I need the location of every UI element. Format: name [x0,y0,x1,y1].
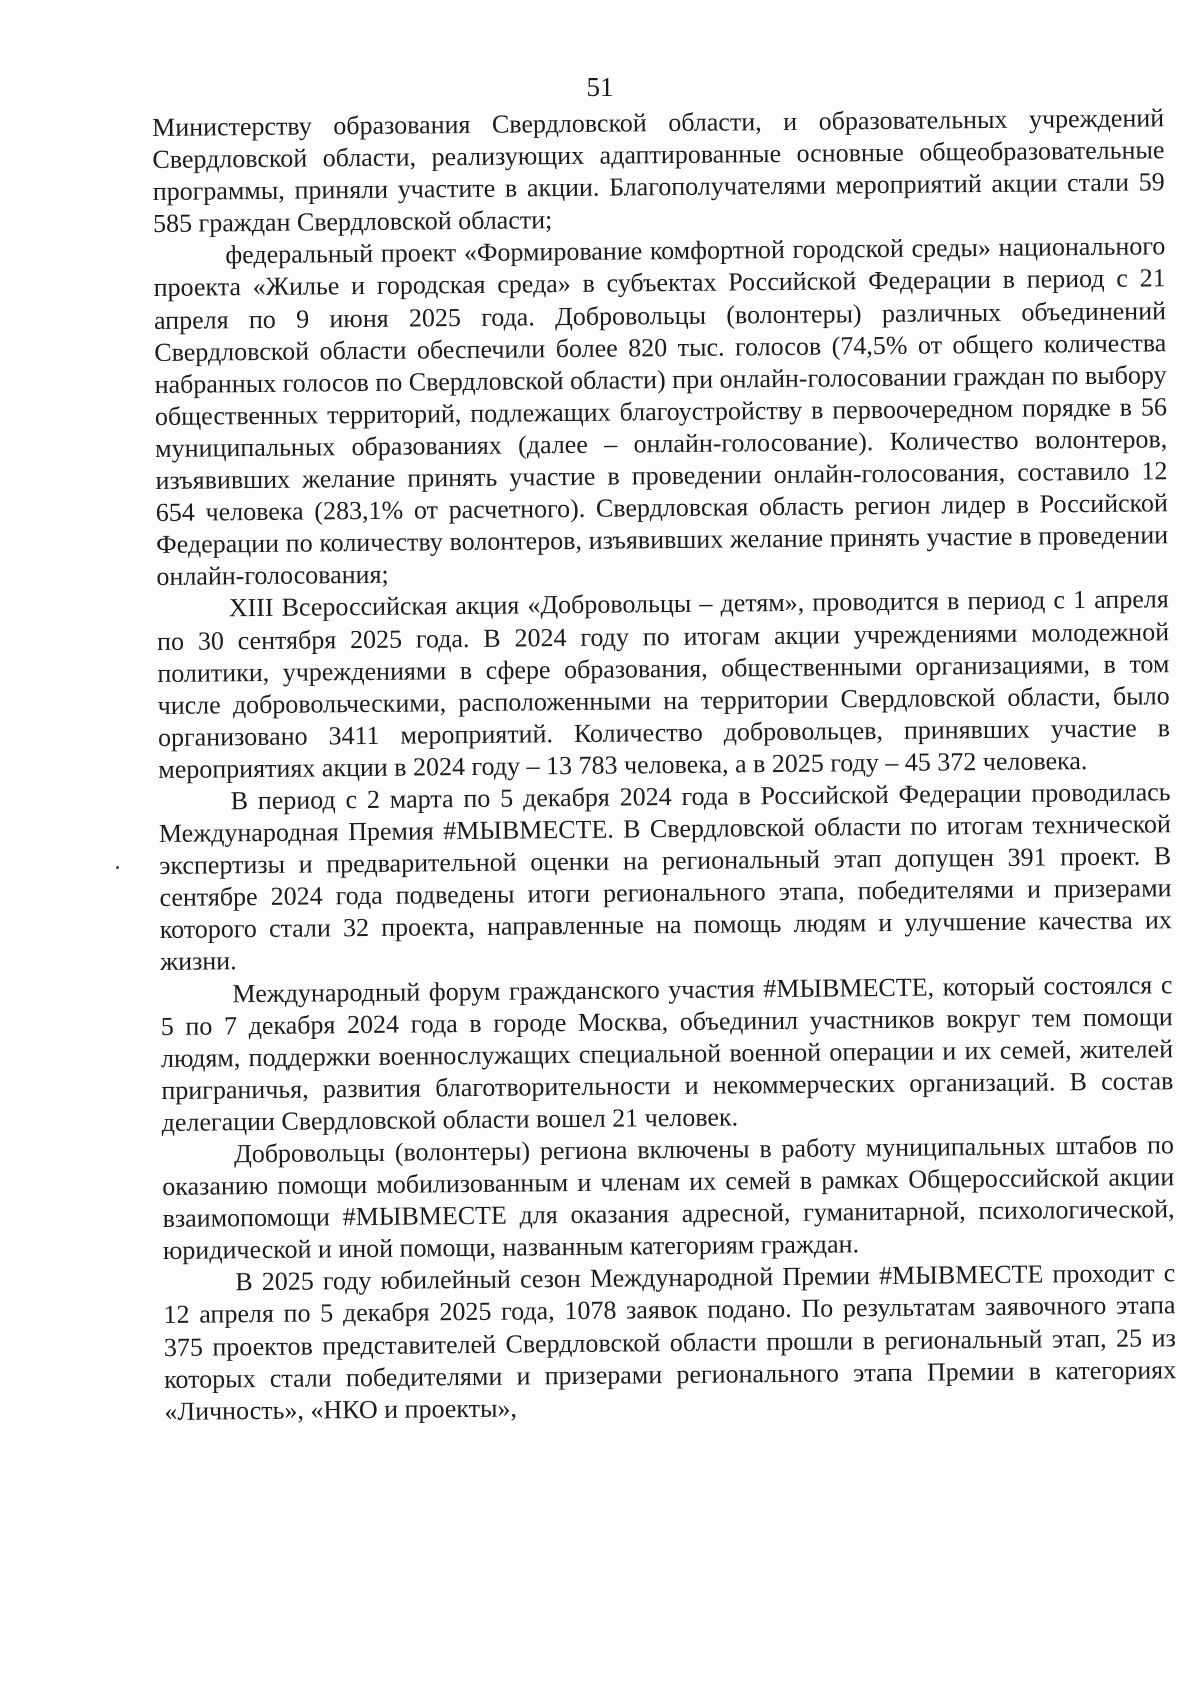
paragraph-comfortable-urban-environment: федеральный проект «Формирование комфортной городской среды» национального проекта «Жилье и городская среда» в субъектах Российской Федерации в период с 21 апреля по 9 июня 2025 года. Добровольцы (волонтеры) различных объединений Свердловской области обеспечили более 820 тыс. голосов (74,5% от общего количества набранных голосов по Свердловской области) при онлайн-голосовании граждан по выбору общественных территорий, подлежащих благоустройству в первоочередном порядке в 56 муниципальных образованиях (далее – онлайн-голосование). Количество волонтеров, изъявивших желание принять участие в проведении онлайн-голосования, составило 12 654 человека (283,1% от расчетного). Свердловская область регион лидер в Российской Федерации по количеству волонтеров, изъявивших желание принять участие в проведении онлайн-голосования; [153,231,1169,592]
paragraph-international-prize-2024: В период с 2 марта по 5 декабря 2024 года в Российской Федерации проводилась Международная Премия #МЫВМЕСТЕ. В Свердловской области по итогам технической экспертизы и предварительной оценки на региональный этап допущен 391 проект. В сентябре 2024 года подведены итоги регионального этапа, победителями и призерами которого стали 32 проекта, направленные на помощь людям и улучшение качества их жизни. [158,777,1172,977]
paragraph-volunteers-to-children: XIII Всероссийская акция «Добровольцы – детям», проводится в период с 1 апреля по 30 сентября 2025 года. В 2024 году по итогам акции учреждениями молодежной политики, учреждениями в сфере образования, общественными организациями, в том числе добровольческими, расположенными на территории Свердловской области, было организовано 3411 мероприятий. Количество добровольцев, принявших участие в мероприятиях акции в 2024 году – 13 783 человека, а в 2025 году – 45 372 человека. [156,584,1171,784]
paragraph-international-prize-2025: В 2025 году юбилейный сезон Международной Премии #МЫВМЕСТЕ проходит с 12 апреля по 5 декабря 2025 года, 1078 заявок подано. По результатам заявочного этапа 375 проектов представителей Свердловской области прошли в региональный этап, 25 из которых стали победителями и призерами регионального этапа Премии в категориях «Личность», «НКО и проекты», [163,1258,1177,1426]
paragraph-municipal-headquarters: Добровольцы (волонтеры) региона включены в работу муниципальных штабов по оказанию помощи мобилизованным и членам их семей в рамках Общероссийской акции взаимопомощи #МЫВМЕСТЕ для оказания адресной, гуманитарной, психологической, юридической и иной помощи, названным категориям граждан. [162,1130,1175,1266]
paragraph-continuation: Министерству образования Свердловской области, и образовательных учреждений Свердловской области, реализующих адаптированные основные общеобразовательные программы, приняли участите в акции. Благополучателями мероприятий акции стали 59 585 граждан Свердловской области; [152,103,1165,239]
document-body [152,102,1177,1427]
page-number: 51 [586,72,614,102]
paragraph-international-forum: Международный форум гражданского участия #МЫВМЕСТЕ, который состоялся с 5 по 7 декабря 2024 года в городе Москва, объединил участников вокруг тем помощи людям, поддержки военнослужащих специальной военной операции и их семей, жителей приграничья, развития благотворительности и некоммерческих организаций. В состав делегации Свердловской области вошел 21 человек. [160,969,1174,1137]
scan-speck [116,866,119,869]
